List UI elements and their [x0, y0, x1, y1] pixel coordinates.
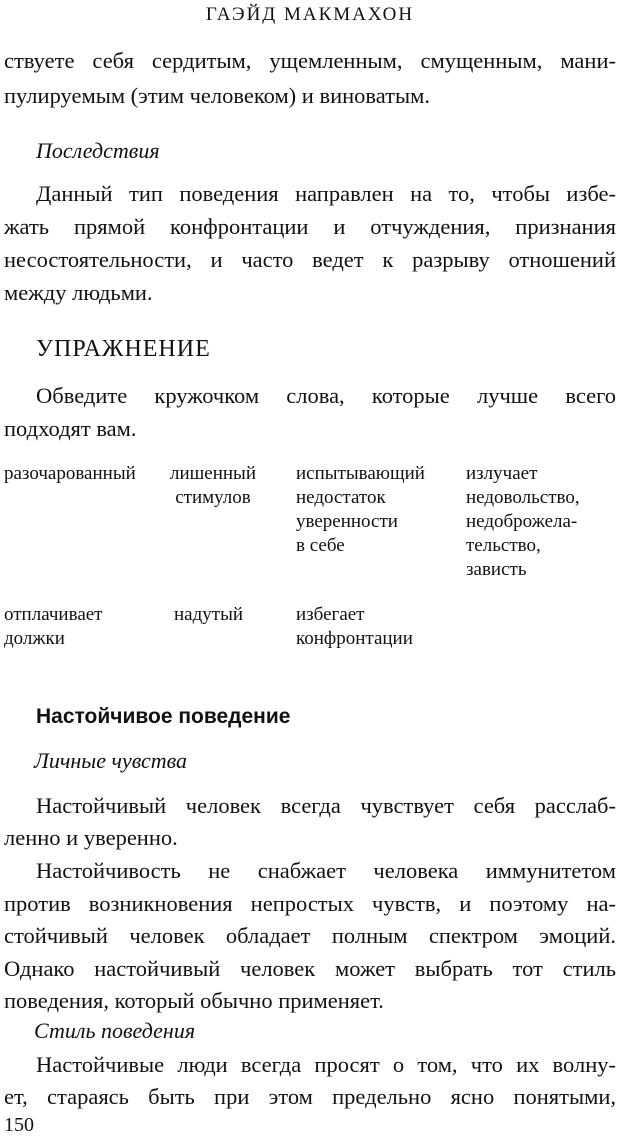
subheading-feelings: Личные чувства [34, 748, 188, 773]
section-heading: Настойчивое поведение [36, 705, 291, 728]
word-cell: лишенный стимулов [170, 463, 256, 508]
paragraph-line: против возникновения непростых чувств, и поэтому на- [4, 891, 616, 916]
exercise-heading: УПРАЖНЕНИЕ [36, 336, 211, 362]
paragraph-line: жать прямой конфронтации и отчуждения, признания [4, 214, 616, 239]
subheading-style: Стиль поведения [34, 1018, 196, 1043]
paragraph-line: Однако настойчивый человек может выбрать тот стиль [4, 956, 616, 981]
paragraph-line: Настойчивый человек всегда чувствует себя расслаб- [36, 793, 616, 818]
word-cell: излучает недовольство, недоброжела- тельство, зависть [466, 463, 580, 580]
paragraph-line: между людьми. [4, 280, 153, 305]
word-cell: надутый [174, 604, 244, 625]
exercise-text-line: Обведите кружочком слова, которые лучше всего [36, 383, 616, 408]
paragraph-line: поведения, который обычно применяет. [4, 988, 384, 1013]
paragraph-line: стойчивый человек обладает полным спектром эмоций. [4, 923, 616, 948]
page-number: 150 [4, 1114, 34, 1136]
subheading-consequences: Последствия [36, 138, 160, 163]
word-cell: избегает конфронтации [296, 604, 413, 649]
word-cell: испытывающий недостаток уверенности в себе [296, 463, 425, 556]
paragraph-line: ствуете себя сердитым, ущемленным, смущенным, мани- [4, 48, 616, 73]
paragraph-line: ленно и уверенно. [4, 825, 178, 850]
word-cell: отплачивает должки [4, 604, 103, 649]
exercise-text-line: подходят вам. [4, 416, 137, 441]
paragraph-line: пулируемым (этим человеком) и виноватым. [4, 83, 430, 108]
paragraph-line: несостоятельности, и часто ведет к разрыву отношений [4, 247, 616, 272]
paragraph-line: Настойчивость не снабжает человека иммунитетом [36, 858, 616, 883]
paragraph-line: Настойчивые люди всегда просят о том, что их волну- [36, 1052, 616, 1077]
paragraph-line: ет, стараясь быть при этом предельно ясно понятыми, [4, 1084, 616, 1109]
paragraph-line: Данный тип поведения направлен на то, чтобы избе- [36, 181, 616, 206]
running-head: ГАЭЙД МАКМАХОН [205, 4, 415, 25]
word-cell: разочарованный [4, 463, 136, 484]
